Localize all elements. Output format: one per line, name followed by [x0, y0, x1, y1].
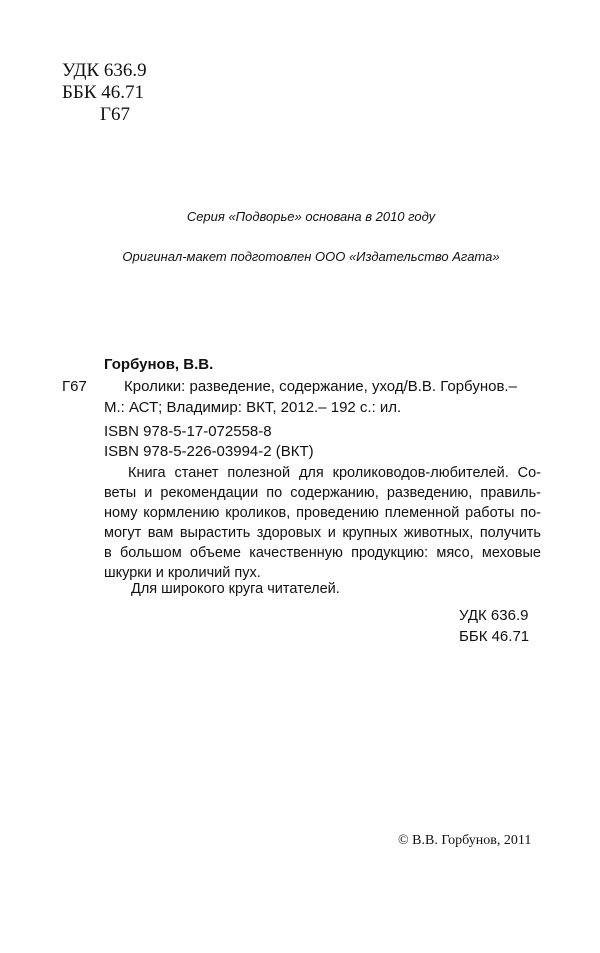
udk-code-bottom: УДК 636.9	[459, 607, 529, 624]
annotation	[104, 463, 541, 583]
annotation-line: в большом объеме качественную продукцию: мясо, меховые	[104, 545, 541, 561]
udk-code-top: УДК 636.9	[62, 60, 147, 81]
annotation-line: веты и рекомендации по содержанию, разведению, правиль-	[104, 485, 541, 501]
audience-note: Для широкого круга читателей.	[131, 581, 340, 597]
annotation-line: шкурки и кроличий пух.	[104, 565, 261, 581]
bbk-code-bottom: ББК 46.71	[459, 628, 530, 645]
annotation-line: Книга станет полезной для кролиководов-любителей. Со-	[128, 465, 541, 481]
record-author: Горбунов, В.В.	[104, 356, 214, 373]
layout-note: Оригинал-макет подготовлен ООО «Издательство Агата»	[122, 249, 500, 264]
annotation-line: ному кормлению кроликов, проведению племенной работы по-	[104, 505, 541, 521]
series-note: Серия «Подворье» основана в 2010 году	[186, 209, 436, 224]
record-publication: М.: АСТ; Владимир: ВКТ, 2012.– 192 с.: ил.	[104, 399, 402, 416]
isbn-ast: ISBN 978-5-17-072558-8	[104, 423, 272, 440]
isbn-vkt: ISBN 978-5-226-03994-2 (ВКТ)	[104, 443, 314, 460]
bbk-code-top: ББК 46.71	[62, 82, 144, 103]
annotation-line: могут вам вырастить здоровых и крупных животных, получить	[104, 525, 541, 541]
record-title: Кролики: разведение, содержание, уход/В.В. Горбунов.–	[124, 378, 517, 395]
author-mark-top: Г67	[100, 104, 130, 125]
copyright-notice: © В.В. Горбунов, 2011	[398, 833, 532, 848]
record-author-mark: Г67	[62, 378, 87, 395]
